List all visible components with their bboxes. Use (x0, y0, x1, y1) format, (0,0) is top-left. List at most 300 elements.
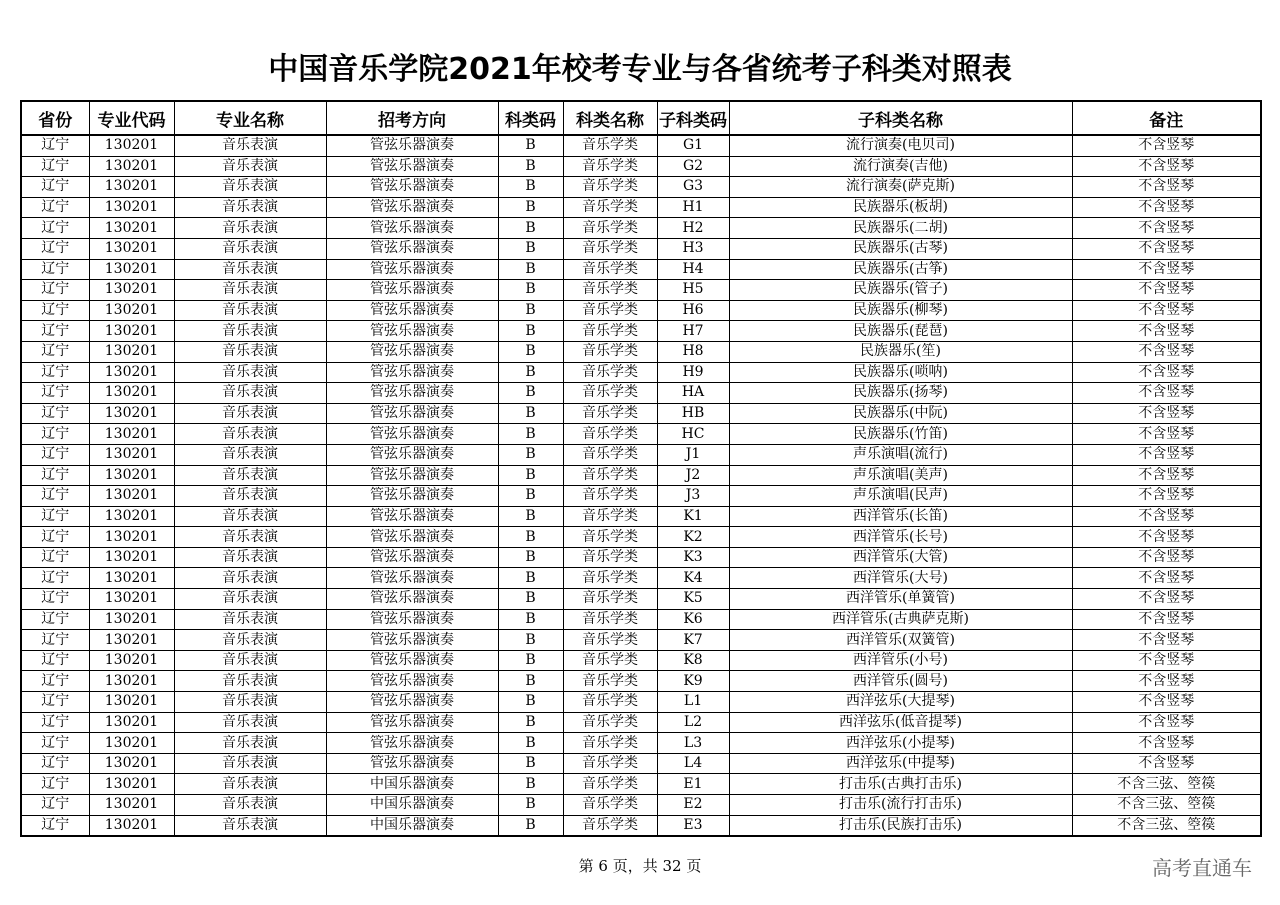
table-cell: 民族器乐(古筝) (729, 259, 1072, 280)
table-cell: H5 (657, 280, 729, 301)
table-cell: 辽宁 (21, 589, 89, 610)
table-cell: B (498, 753, 563, 774)
table-cell: 音乐表演 (174, 362, 326, 383)
table-cell: 音乐学类 (563, 568, 657, 589)
table-cell: L3 (657, 733, 729, 754)
table-cell: B (498, 135, 563, 156)
table-cell: 中国乐器演奏 (326, 774, 498, 795)
table-cell: B (498, 341, 563, 362)
table-cell: 音乐学类 (563, 486, 657, 507)
table-cell: 音乐表演 (174, 815, 326, 836)
table-cell: 辽宁 (21, 609, 89, 630)
table-cell: 130201 (89, 486, 174, 507)
table-cell: B (498, 733, 563, 754)
table-cell: 流行演奏(吉他) (729, 156, 1072, 177)
table-cell: B (498, 486, 563, 507)
table-cell: 130201 (89, 197, 174, 218)
table-cell: 130201 (89, 218, 174, 239)
table-cell: H6 (657, 300, 729, 321)
table-cell: 音乐学类 (563, 280, 657, 301)
table-cell: 管弦乐器演奏 (326, 197, 498, 218)
table-cell: 音乐表演 (174, 589, 326, 610)
table-cell: 管弦乐器演奏 (326, 341, 498, 362)
table-cell: 管弦乐器演奏 (326, 362, 498, 383)
table-cell: 中国乐器演奏 (326, 815, 498, 836)
table-cell: 管弦乐器演奏 (326, 135, 498, 156)
table-cell: B (498, 815, 563, 836)
table-cell: 辽宁 (21, 300, 89, 321)
table-cell: 音乐学类 (563, 815, 657, 836)
table-cell: 音乐表演 (174, 692, 326, 713)
table-row (21, 280, 1261, 301)
table-cell: 不含竖琴 (1072, 300, 1261, 321)
table-cell: 130201 (89, 630, 174, 651)
table-cell: H2 (657, 218, 729, 239)
table-cell: B (498, 630, 563, 651)
table-cell: 辽宁 (21, 506, 89, 527)
column-header: 省份 (21, 101, 89, 135)
table-cell: 音乐表演 (174, 321, 326, 342)
table-cell: 音乐学类 (563, 362, 657, 383)
table-cell: 民族器乐(管子) (729, 280, 1072, 301)
table-cell: 130201 (89, 444, 174, 465)
table-cell: B (498, 259, 563, 280)
table-cell: 130201 (89, 424, 174, 445)
table-row (21, 403, 1261, 424)
table-cell: 辽宁 (21, 280, 89, 301)
table-row (21, 589, 1261, 610)
table-cell: 不含竖琴 (1072, 671, 1261, 692)
table-cell: 辽宁 (21, 630, 89, 651)
table-cell: G2 (657, 156, 729, 177)
table-cell: B (498, 465, 563, 486)
table-row (21, 692, 1261, 713)
table-cell: 音乐表演 (174, 795, 326, 816)
table-row (21, 424, 1261, 445)
table-cell: H7 (657, 321, 729, 342)
table-cell: B (498, 156, 563, 177)
table-cell: 音乐学类 (563, 177, 657, 198)
table-row (21, 527, 1261, 548)
table-cell: L2 (657, 712, 729, 733)
table-cell: 不含竖琴 (1072, 506, 1261, 527)
table-cell: 不含竖琴 (1072, 609, 1261, 630)
table-cell: 管弦乐器演奏 (326, 465, 498, 486)
table-cell: B (498, 300, 563, 321)
table-cell: 民族器乐(二胡) (729, 218, 1072, 239)
table-cell: 音乐学类 (563, 506, 657, 527)
table-row (21, 712, 1261, 733)
table-row (21, 568, 1261, 589)
table-row (21, 733, 1261, 754)
table-cell: L4 (657, 753, 729, 774)
table-cell: 辽宁 (21, 712, 89, 733)
table-cell: 音乐表演 (174, 506, 326, 527)
table-cell: J2 (657, 465, 729, 486)
table-cell: 声乐演唱(美声) (729, 465, 1072, 486)
table-cell: 音乐表演 (174, 465, 326, 486)
table-cell: B (498, 671, 563, 692)
table-cell: 音乐学类 (563, 156, 657, 177)
column-header: 子科类名称 (729, 101, 1072, 135)
table-cell: 不含竖琴 (1072, 321, 1261, 342)
table-cell: 管弦乐器演奏 (326, 238, 498, 259)
table-cell: 不含竖琴 (1072, 444, 1261, 465)
table-cell: 130201 (89, 403, 174, 424)
table-cell: 管弦乐器演奏 (326, 424, 498, 445)
table-cell: 音乐表演 (174, 444, 326, 465)
table-cell: 130201 (89, 609, 174, 630)
table-cell: 130201 (89, 341, 174, 362)
table-cell: 西洋管乐(双簧管) (729, 630, 1072, 651)
table-cell: 管弦乐器演奏 (326, 733, 498, 754)
table-cell: 音乐学类 (563, 650, 657, 671)
table-cell: 辽宁 (21, 650, 89, 671)
table-cell: 不含竖琴 (1072, 135, 1261, 156)
table-cell: 辽宁 (21, 547, 89, 568)
table-cell: 辽宁 (21, 444, 89, 465)
table-cell: 音乐表演 (174, 135, 326, 156)
table-cell: 130201 (89, 650, 174, 671)
table-cell: 民族器乐(中阮) (729, 403, 1072, 424)
table-cell: 辽宁 (21, 424, 89, 445)
table-cell: 不含竖琴 (1072, 465, 1261, 486)
table-cell: 辽宁 (21, 465, 89, 486)
table-cell: B (498, 362, 563, 383)
table-cell: 辽宁 (21, 156, 89, 177)
table-cell: 音乐表演 (174, 609, 326, 630)
table-cell: 管弦乐器演奏 (326, 280, 498, 301)
table-cell: 辽宁 (21, 815, 89, 836)
table-cell: 打击乐(流行打击乐) (729, 795, 1072, 816)
table-cell: 130201 (89, 259, 174, 280)
table-cell: 西洋弦乐(大提琴) (729, 692, 1072, 713)
table-cell: 民族器乐(古琴) (729, 238, 1072, 259)
table-cell: B (498, 774, 563, 795)
table-cell: 130201 (89, 774, 174, 795)
table-cell: 管弦乐器演奏 (326, 712, 498, 733)
table-cell: 不含竖琴 (1072, 712, 1261, 733)
table-cell: 音乐表演 (174, 218, 326, 239)
table-cell: 音乐表演 (174, 630, 326, 651)
table-cell: H3 (657, 238, 729, 259)
table-cell: J1 (657, 444, 729, 465)
table-cell: 西洋管乐(大号) (729, 568, 1072, 589)
table-cell: 管弦乐器演奏 (326, 692, 498, 713)
table-cell: E3 (657, 815, 729, 836)
table-cell: 130201 (89, 177, 174, 198)
table-cell: 音乐表演 (174, 238, 326, 259)
table-cell: B (498, 321, 563, 342)
table-cell: 管弦乐器演奏 (326, 218, 498, 239)
table-cell: 不含竖琴 (1072, 547, 1261, 568)
table-cell: 管弦乐器演奏 (326, 671, 498, 692)
table-row (21, 362, 1261, 383)
table-cell: 不含竖琴 (1072, 650, 1261, 671)
table-cell: K9 (657, 671, 729, 692)
table-cell: 音乐表演 (174, 424, 326, 445)
table-cell: B (498, 692, 563, 713)
table-row (21, 135, 1261, 156)
table-cell: 音乐学类 (563, 341, 657, 362)
table-cell: 音乐表演 (174, 547, 326, 568)
table-cell: 音乐学类 (563, 444, 657, 465)
table-cell: 辽宁 (21, 321, 89, 342)
table-cell: HA (657, 383, 729, 404)
table-cell: 音乐学类 (563, 692, 657, 713)
table-cell: 音乐学类 (563, 609, 657, 630)
table-cell: 音乐表演 (174, 177, 326, 198)
table-cell: 辽宁 (21, 238, 89, 259)
table-cell: 音乐学类 (563, 403, 657, 424)
table-cell: 130201 (89, 671, 174, 692)
table-cell: 管弦乐器演奏 (326, 444, 498, 465)
table-cell: 音乐学类 (563, 753, 657, 774)
table-cell: 音乐表演 (174, 733, 326, 754)
table-cell: 音乐表演 (174, 527, 326, 548)
table-cell: L1 (657, 692, 729, 713)
table-row (21, 259, 1261, 280)
table-cell: 不含竖琴 (1072, 527, 1261, 548)
table-cell: 管弦乐器演奏 (326, 403, 498, 424)
table-cell: 管弦乐器演奏 (326, 527, 498, 548)
table-cell: 不含三弦、箜篌 (1072, 795, 1261, 816)
table-cell: 辽宁 (21, 197, 89, 218)
table-row (21, 671, 1261, 692)
table-cell: 130201 (89, 815, 174, 836)
table-cell: K3 (657, 547, 729, 568)
column-header: 备注 (1072, 101, 1261, 135)
table-cell: 音乐学类 (563, 259, 657, 280)
table-cell: 不含三弦、箜篌 (1072, 774, 1261, 795)
table-cell: 管弦乐器演奏 (326, 383, 498, 404)
table-cell: 130201 (89, 733, 174, 754)
table-cell: E1 (657, 774, 729, 795)
table-cell: 管弦乐器演奏 (326, 506, 498, 527)
table-cell: 管弦乐器演奏 (326, 650, 498, 671)
table-cell: 西洋管乐(长号) (729, 527, 1072, 548)
table-cell: 辽宁 (21, 671, 89, 692)
table-cell: 民族器乐(琵琶) (729, 321, 1072, 342)
table-cell: 管弦乐器演奏 (326, 753, 498, 774)
table-cell: 西洋管乐(单簧管) (729, 589, 1072, 610)
table-cell: 管弦乐器演奏 (326, 177, 498, 198)
table-cell: 辽宁 (21, 383, 89, 404)
table-row (21, 383, 1261, 404)
table-cell: 西洋弦乐(低音提琴) (729, 712, 1072, 733)
table-cell: 130201 (89, 506, 174, 527)
column-header: 子科类码 (657, 101, 729, 135)
table-cell: B (498, 403, 563, 424)
table-row (21, 506, 1261, 527)
table-cell: 不含竖琴 (1072, 362, 1261, 383)
table-cell: 音乐学类 (563, 671, 657, 692)
table-cell: B (498, 197, 563, 218)
table-cell: 西洋弦乐(中提琴) (729, 753, 1072, 774)
table-cell: 音乐学类 (563, 135, 657, 156)
table-cell: 不含三弦、箜篌 (1072, 815, 1261, 836)
table-cell: 管弦乐器演奏 (326, 259, 498, 280)
table-cell: 管弦乐器演奏 (326, 156, 498, 177)
table-cell: K6 (657, 609, 729, 630)
table-cell: B (498, 527, 563, 548)
table-cell: 不含竖琴 (1072, 733, 1261, 754)
table-cell: 辽宁 (21, 733, 89, 754)
table-cell: 不含竖琴 (1072, 753, 1261, 774)
table-cell: 不含竖琴 (1072, 259, 1261, 280)
table-cell: B (498, 568, 563, 589)
table-row (21, 238, 1261, 259)
table-cell: 130201 (89, 156, 174, 177)
table-cell: 不含竖琴 (1072, 692, 1261, 713)
table-cell: 管弦乐器演奏 (326, 486, 498, 507)
table-cell: H9 (657, 362, 729, 383)
table-cell: 音乐学类 (563, 774, 657, 795)
table-cell: 音乐表演 (174, 156, 326, 177)
table-cell: B (498, 795, 563, 816)
table-cell: 音乐学类 (563, 383, 657, 404)
table-cell: 管弦乐器演奏 (326, 568, 498, 589)
column-header: 专业代码 (89, 101, 174, 135)
table-cell: 辽宁 (21, 135, 89, 156)
table-cell: G1 (657, 135, 729, 156)
table-cell: 音乐学类 (563, 547, 657, 568)
table-cell: 音乐学类 (563, 197, 657, 218)
table-row (21, 300, 1261, 321)
table-cell: 西洋管乐(大管) (729, 547, 1072, 568)
table-cell: 管弦乐器演奏 (326, 547, 498, 568)
table-cell: 不含竖琴 (1072, 177, 1261, 198)
table-cell: J3 (657, 486, 729, 507)
table-row (21, 753, 1261, 774)
table-cell: 音乐表演 (174, 383, 326, 404)
table-row (21, 156, 1261, 177)
column-header: 招考方向 (326, 101, 498, 135)
table-cell: 130201 (89, 547, 174, 568)
table-cell: 不含竖琴 (1072, 486, 1261, 507)
table-row (21, 547, 1261, 568)
table-cell: K8 (657, 650, 729, 671)
table-cell: 民族器乐(柳琴) (729, 300, 1072, 321)
table-cell: 西洋管乐(圆号) (729, 671, 1072, 692)
table-cell: 130201 (89, 465, 174, 486)
column-header: 专业名称 (174, 101, 326, 135)
table-cell: 130201 (89, 692, 174, 713)
table-cell: 管弦乐器演奏 (326, 321, 498, 342)
table-cell: 管弦乐器演奏 (326, 630, 498, 651)
table-cell: K1 (657, 506, 729, 527)
table-cell: 不含竖琴 (1072, 238, 1261, 259)
table-cell: 音乐表演 (174, 753, 326, 774)
table-cell: 声乐演唱(民声) (729, 486, 1072, 507)
table-cell: 130201 (89, 280, 174, 301)
table-cell: 民族器乐(笙) (729, 341, 1072, 362)
table-cell: 辽宁 (21, 692, 89, 713)
table-cell: 管弦乐器演奏 (326, 609, 498, 630)
table-cell: 流行演奏(电贝司) (729, 135, 1072, 156)
table-cell: K7 (657, 630, 729, 651)
page-title: 中国音乐学院2021年校考专业与各省统考子科类对照表 (268, 52, 1012, 87)
table-row (21, 341, 1261, 362)
table-row (21, 815, 1261, 836)
table-cell: 音乐表演 (174, 486, 326, 507)
table-cell: 流行演奏(萨克斯) (729, 177, 1072, 198)
table-row (21, 321, 1261, 342)
table-cell: 西洋弦乐(小提琴) (729, 733, 1072, 754)
table-cell: 辽宁 (21, 795, 89, 816)
table-cell: 辽宁 (21, 362, 89, 383)
table-cell: 辽宁 (21, 486, 89, 507)
table-cell: 不含竖琴 (1072, 218, 1261, 239)
table-cell: B (498, 650, 563, 671)
table-cell: 音乐表演 (174, 197, 326, 218)
table-cell: 130201 (89, 135, 174, 156)
table-cell: 辽宁 (21, 341, 89, 362)
page-footer: 第 6 页，共 32 页 (578, 857, 702, 875)
table-cell: 音乐学类 (563, 733, 657, 754)
table-cell: 音乐学类 (563, 465, 657, 486)
table-cell: 音乐学类 (563, 795, 657, 816)
table-cell: 不含竖琴 (1072, 341, 1261, 362)
table-cell: 音乐表演 (174, 774, 326, 795)
table-row (21, 630, 1261, 651)
table-row (21, 795, 1261, 816)
table-cell: 不含竖琴 (1072, 280, 1261, 301)
table-cell: 130201 (89, 300, 174, 321)
table-cell: 西洋管乐(长笛) (729, 506, 1072, 527)
table-cell: 音乐表演 (174, 568, 326, 589)
table-cell: B (498, 218, 563, 239)
table-cell: 音乐学类 (563, 712, 657, 733)
table-cell: B (498, 383, 563, 404)
table-cell: 音乐学类 (563, 238, 657, 259)
column-header: 科类名称 (563, 101, 657, 135)
table-cell: 不含竖琴 (1072, 589, 1261, 610)
table-row (21, 650, 1261, 671)
table-cell: 130201 (89, 795, 174, 816)
table-cell: 音乐表演 (174, 712, 326, 733)
column-header: 科类码 (498, 101, 563, 135)
table-cell: 管弦乐器演奏 (326, 589, 498, 610)
table-cell: 不含竖琴 (1072, 197, 1261, 218)
table-cell: 不含竖琴 (1072, 403, 1261, 424)
table-cell: 辽宁 (21, 527, 89, 548)
table-cell: B (498, 589, 563, 610)
table-cell: HB (657, 403, 729, 424)
table-cell: B (498, 444, 563, 465)
table-cell: 130201 (89, 238, 174, 259)
table-cell: K5 (657, 589, 729, 610)
table-cell: 民族器乐(板胡) (729, 197, 1072, 218)
table-cell: B (498, 547, 563, 568)
table-cell: 音乐表演 (174, 300, 326, 321)
table-cell: 西洋管乐(小号) (729, 650, 1072, 671)
table-cell: H4 (657, 259, 729, 280)
table-cell: 音乐学类 (563, 218, 657, 239)
table-cell: G3 (657, 177, 729, 198)
table-cell: 民族器乐(竹笛) (729, 424, 1072, 445)
table-cell: 民族器乐(扬琴) (729, 383, 1072, 404)
table-cell: E2 (657, 795, 729, 816)
table-cell: HC (657, 424, 729, 445)
table-cell: 音乐学类 (563, 630, 657, 651)
table-cell: K4 (657, 568, 729, 589)
table-header-row (21, 101, 1261, 135)
table-cell: 辽宁 (21, 774, 89, 795)
table-cell: 中国乐器演奏 (326, 795, 498, 816)
table-cell: B (498, 609, 563, 630)
table-cell: 130201 (89, 712, 174, 733)
